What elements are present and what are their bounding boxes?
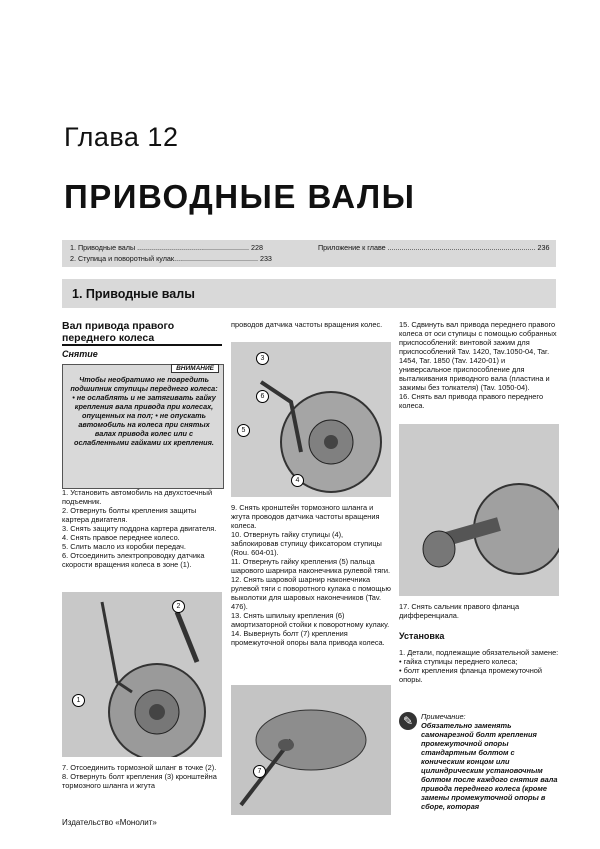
steps-list-continued: 7. Отсоединить тормозной шланг в точке (2). 8. Отвернуть болт крепления (3) кронштейна тормозного шланга и жгута [62, 763, 217, 790]
photo-3 [231, 685, 391, 815]
photo-2 [231, 342, 391, 497]
warning-box [62, 364, 224, 489]
callout-5: 5 [237, 424, 250, 437]
table-of-contents [62, 240, 556, 267]
publisher-footer: Издательство «Монолит» [62, 818, 157, 827]
note-icon: ✎ [399, 712, 417, 730]
section-header [62, 279, 556, 308]
photo-1 [62, 592, 222, 757]
note-text: Обязательно заменять самонарезной болт крепления промежуточной опоры стандартным болтом с коническим концом или цилиндрическим установочным болтом после каждого снятия вала привода переднего колеса (кроме замены промежуточной опоры в сборе, которая [421, 721, 558, 811]
toc-item[interactable]: 2. Ступица и поворотный кулак.......................................... 233 [70, 254, 272, 263]
column-3-intro: 15. Сдвинуть вал привода переднего правого колеса от оси ступицы с помощью собранных приспособлений: винтовой зажим для приспособлений Tav. 1420, Tav.1050-04, Tar. 1454, Tar. 1850 (Tav. 1420-01) и универсальное приспособление для выталкивания приводного вала (пластина и зажимы без толкателя) (Tav. 1050-04). 16. Снять вал привода правого переднего колеса. [399, 320, 557, 410]
section-title: 1. Приводные валы [72, 287, 195, 301]
callout-7: 7 [253, 765, 266, 778]
warning-tag: ВНИМАНИЕ [171, 364, 219, 373]
warning-text: Чтобы необратимо не повредить подшипник ступицы переднего колеса: • не ослаблять и не затягивать гайку крепления вала привода при колесах, опущенных на пол; • не опускать автомобиль на колеса при снятых валах привода колес или с ослабленными гайками их крепления. [70, 375, 218, 447]
callout-6: 6 [256, 390, 269, 403]
column-1-heading [62, 320, 222, 359]
callout-2: 2 [172, 600, 185, 613]
page-title: ПРИВОДНЫЕ ВАЛЫ [64, 178, 416, 215]
callout-3: 3 [256, 352, 269, 365]
column-2-intro: проводов датчика частоты вращения колес. [231, 320, 383, 329]
note-label: Примечание: [421, 712, 466, 721]
install-title: Установка [399, 631, 445, 641]
photo-4 [399, 424, 559, 596]
callout-4: 4 [291, 474, 304, 487]
steps-list: 1. Установить автомобиль на двухстоечный подъемник. 2. Отвернуть болты крепления защиты картера двигателя. 3. Снять защиту поддона картера двигателя. 4. Снять правое переднее колесо. 5. Слить масло из коробки передач. 6. Отсоединить электропроводку датчика скорости вращения колеса в зоне (1). [62, 488, 217, 569]
install-steps: 1. Детали, подлежащие обязательной замене: • гайка ступицы переднего колеса; • болт крепления фланца промежуточной опоры. [399, 648, 559, 684]
subsubsection-heading: Снятие [62, 349, 98, 359]
toc-item[interactable]: Приложение к главе .......................................................................... 236 [318, 243, 550, 252]
chapter-label: Глава 12 [64, 122, 179, 152]
toc-item[interactable]: 1. Приводные валы ........................................................ 228 [70, 243, 263, 252]
subsection-heading: Вал привода правого переднего колеса [62, 320, 222, 346]
install-heading [399, 630, 559, 642]
step-17: 17. Снять сальник правого фланца дифференциала. [399, 602, 520, 620]
callout-1: 1 [72, 694, 85, 707]
steps-list-2: 9. Снять кронштейн тормозного шланга и жгута проводов датчика частоты вращения колеса. 10. Отвернуть гайку ступицы (4), заблокировав ступицу фиксатором ступицы (Rou. 604-01). 11. Отвернуть гайку крепления (5) пальца шарового шарнира наконечника рулевой тяги. 12. Снять шаровой шарнир наконечника рулевой тяги с поворотного кулака с помощью выколотки для шаровых наконечников (Tav. 476). 13. Снять шпильку крепления (6) амортизаторной стойки к поворотному кулаку. 14. Вывернуть болт (7) крепления промежуточной опоры вала привода колеса. [231, 503, 391, 647]
